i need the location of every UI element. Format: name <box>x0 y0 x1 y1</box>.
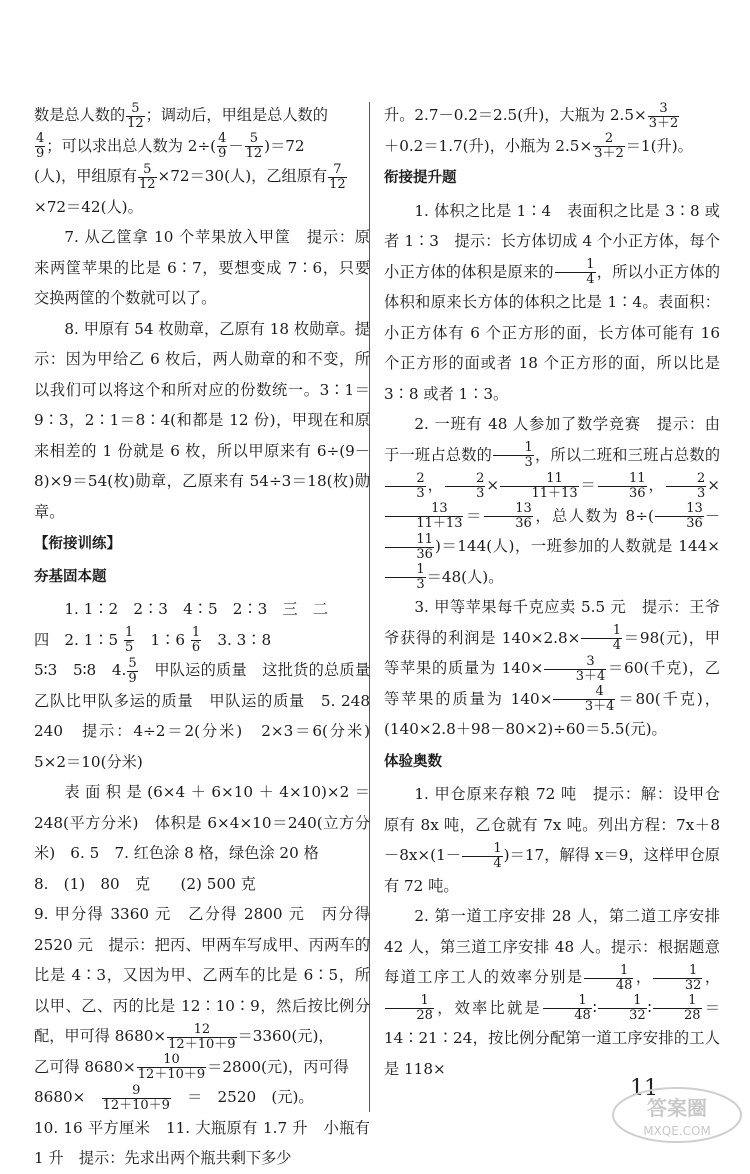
svg-text:MXQE.COM: MXQE.COM <box>643 1124 711 1138</box>
right-column <box>384 100 720 1084</box>
answer-2: 2. 一班有 48 人参加了数学竞赛 提示：由于一班占总数的 $\frac{1}{3}$ ，所以二班和三班占总数的 $\frac{2}{3}$ ， $\frac{2}{3}$ × $\frac{11}{11+13}$ ＝ $\frac{11}{36}$ ， $\frac{2}{3}$ × $\frac{13}{11+13}$ ＝ $\frac{13}{36}$ ，总人数为 8÷( $\frac{13}{36}$ － $\frac{11}{36}$ )＝144(人)，一班参加的人数就是 144× $\frac{1}{3}$ ＝48(人)。 <box>384 415 721 592</box>
text-line: 数是总人数的 $\frac{5}{12}$ ；调动后，甲组是总人数的 <box>34 100 328 131</box>
fraction: $\frac{5}{12}$ <box>127 100 144 131</box>
answer-1: 1. 体积之比是 1∶4 表面积之比是 3∶8 或者 1∶3 提示：长方体切成 4 个小正方体，每个小正方体的体积是原来的 $\frac{1}{4}$ ，所以小正方体的体积和原来长方体的体积之比是 1∶4。表面积：小正方体有 6 个正方形的面，长方体可能有 16 个正方形的面或者 18 个正方形的面，所以比是 3∶8 或者 1∶3。 <box>384 201 721 403</box>
answer-line: 表面积是(6×4＋6×10＋4×10)×2＝248(平方分米) 体积是 6×4×10＝240(立方分米) 6. 5 7. 红色涂 8 格，绿色涂 20 格 <box>34 783 370 862</box>
section-heading: 体验奥数 <box>384 753 442 770</box>
left-column <box>34 100 386 1174</box>
text-line: 8680× $\frac{9}{12+10+9}$ ＝ 2520 (元)。 <box>34 1082 314 1113</box>
subsection-heading: 夯基固本题 <box>34 568 107 585</box>
text-line: ×72＝42(人)。 <box>34 197 143 216</box>
section-heading: 【衔接训练】 <box>34 536 121 552</box>
olympiad-1: 1. 甲仓原来存粮 72 吨 提示：解：设甲仓原有 8x 吨，乙仓就有 7x 吨。列出方程：7x＋8－8x×(1－ $\frac{1}{4}$ )＝17，解得 x＝9，这样甲仓原有 72 吨。 <box>384 785 720 895</box>
page-number: 11 <box>630 1076 658 1101</box>
section-heading: 衔接提升题 <box>384 170 457 186</box>
text-line: (人)，甲组原有 $\frac{5}{12}$ ×72＝30(人)，乙组原有 $\frac{7}{12}$ <box>34 161 346 192</box>
answer-9: 9. 甲分得 3360 元 乙分得 2800 元 丙分得 2520 元 提示：把丙、甲两车写成甲、丙两车的比是 4∶3，又因为甲、乙两车的比是 6∶5，所以甲、乙、丙的比是 12∶10∶9，然后按比例分配，甲可得 8680× $\frac{12}{12+10+9}$ ＝3360(元)， <box>34 905 370 1052</box>
answer-line: 5∶3 5∶8 4. $\frac{5}{9}$ 甲队运的质量 这批货的总质量 乙队比甲队多运的质量 甲队运的质量 5. 248 240 提示：4÷2＝2(分米) 2×3＝6(分米) 5×2＝10(分米) <box>34 655 386 771</box>
svg-text:答案圈: 答案圈 <box>647 1096 707 1120</box>
olympiad-2: 2. 第一道工序安排 28 人，第二道工序安排 42 人，第三道工序安排 48 人。提示：根据题意每道工序工人的效率分别是 $\frac{1}{48}$ ， $\frac{1}{32}$ ， $\frac{1}{28}$ ，效率比就是 $\frac{1}{48}$ ∶ $\frac{1}{32}$ ∶ $\frac{1}{28}$ ＝14∶21∶24，按比例分配第一道工序安排的工人是 118× <box>384 907 721 1078</box>
answer-7: 7. 从乙筐拿 10 个苹果放入甲筐 提示：原来两筐苹果的比是 6∶7，要想变成 7∶6，只要交换两筐的个数就可以了。 <box>34 228 370 307</box>
answer-8: 8. 甲原有 54 枚勋章，乙原有 18 枚勋章。提示：因为甲给乙 6 枚后，两人勋章的和不变，所以我们可以将这个和所对应的份数统一。3∶1＝9∶3，2∶1＝8∶4(和都是 12 份)，甲现在和原来相差的 1 份就是 6 枚，所以甲原来有 6÷(9－8)×9＝54(枚)勋章，乙原来有 54÷3＝18(枚)勋章。 <box>34 319 370 521</box>
text-line: ＋0.2＝1.7(升)，小瓶为 2.5× $\frac{2}{3+2}$ ＝1(升)。 <box>384 131 693 161</box>
answer-line: 四 2. 1∶5 $\frac{1}{5}$ 1∶6 $\frac{1}{6}$ 3. 3∶8 <box>34 625 272 655</box>
answer-line: 8. (1) 80 克 (2) 500 克 <box>34 874 256 893</box>
text-line: 乙可得 8680× $\frac{10}{12+10+9}$ ＝2800(元)，丙可得 <box>34 1052 349 1082</box>
answer-line: 1. 1∶2 2∶3 4∶5 2∶3 三 二 <box>64 600 329 618</box>
watermark-logo <box>610 1085 745 1145</box>
text-line: $\frac{4}{9}$ ；可以求出总人数为 2÷( $\frac{4}{9}$ － $\frac{5}{12}$ )＝72 <box>36 131 305 161</box>
answer-10-11: 10. 16 平方厘米 11. 大瓶原有 1.7 升 小瓶有 1 升 提示：先求出两个瓶共剩下多少 <box>34 1118 370 1167</box>
text-line: 升。2.7－0.2＝2.5(升)，大瓶为 2.5× $\frac{3}{3+2}$ <box>384 100 679 131</box>
answer-3: 3. 甲等苹果每千克应卖 5.5 元 提示：王爷爷获得的利润是 140×2.8× $\frac{1}{4}$ ＝98(元)，甲等苹果的质量为 140× $\frac{3}{3+4}$ ＝60(千克)，乙等苹果的质量为 140× $\frac{4}{3+4}$ ＝80(千克)，(140×2.8＋98－80×2)÷60＝5.5(元)。 <box>384 598 720 738</box>
